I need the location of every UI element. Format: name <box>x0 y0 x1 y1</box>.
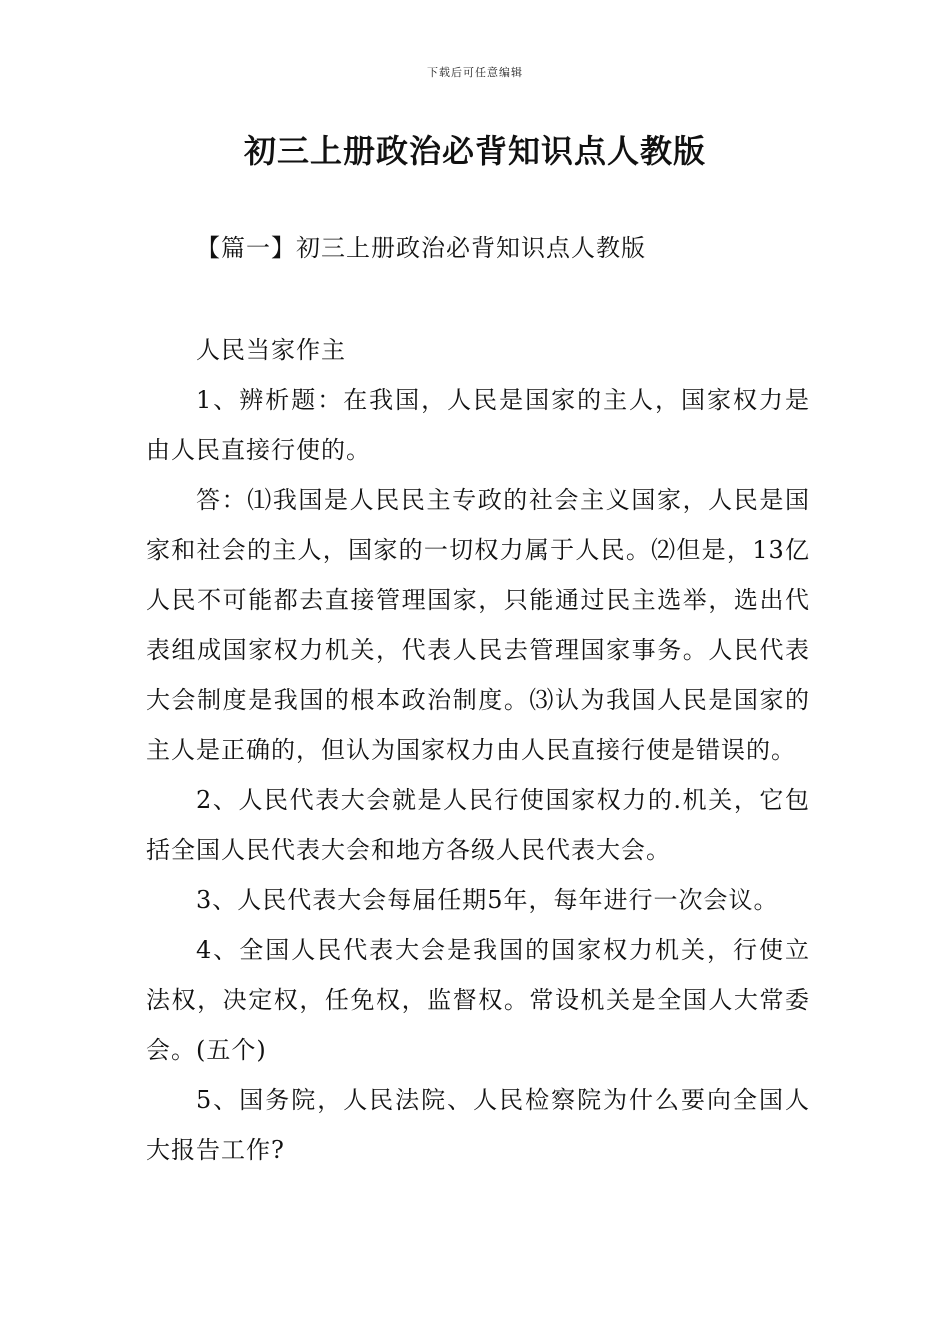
header-note: 下载后可任意编辑 <box>427 66 523 79</box>
section-heading: 【篇一】初三上册政治必背知识点人教版 <box>196 234 646 262</box>
document-title: 初三上册政治必背知识点人教版 <box>243 132 706 170</box>
document-body <box>146 325 810 1175</box>
paragraph-point-3: 3、人民代表大会每届任期5年，每年进行一次会议。 <box>196 886 779 914</box>
paragraph-point-5: 5、国务院，人民法院、人民检察院为什么要向全国人大报告工作? <box>146 1086 810 1164</box>
paragraph-topic: 人民当家作主 <box>196 336 346 364</box>
paragraph-point-2: 2、人民代表大会就是人民行使国家权力的.机关，它包括全国人民代表大会和地方各级人民代表大会。 <box>146 786 810 864</box>
paragraph-question-1: 1、辨析题：在我国，人民是国家的主人，国家权力是由人民直接行使的。 <box>146 386 810 464</box>
paragraph-point-4: 4、全国人民代表大会是我国的国家权力机关，行使立法权，决定权，任免权，监督权。常设机关是全国人大常委会。(五个) <box>146 936 810 1064</box>
paragraph-answer-1: 答：⑴我国是人民民主专政的社会主义国家，人民是国家和社会的主人，国家的一切权力属于人民。⑵但是，13亿人民不可能都去直接管理国家，只能通过民主选举，选出代表组成国家权力机关，代表人民去管理国家事务。人民代表大会制度是我国的根本政治制度。⑶认为我国人民是国家的主人是正确的，但认为国家权力由人民直接行使是错误的。 <box>146 486 810 764</box>
